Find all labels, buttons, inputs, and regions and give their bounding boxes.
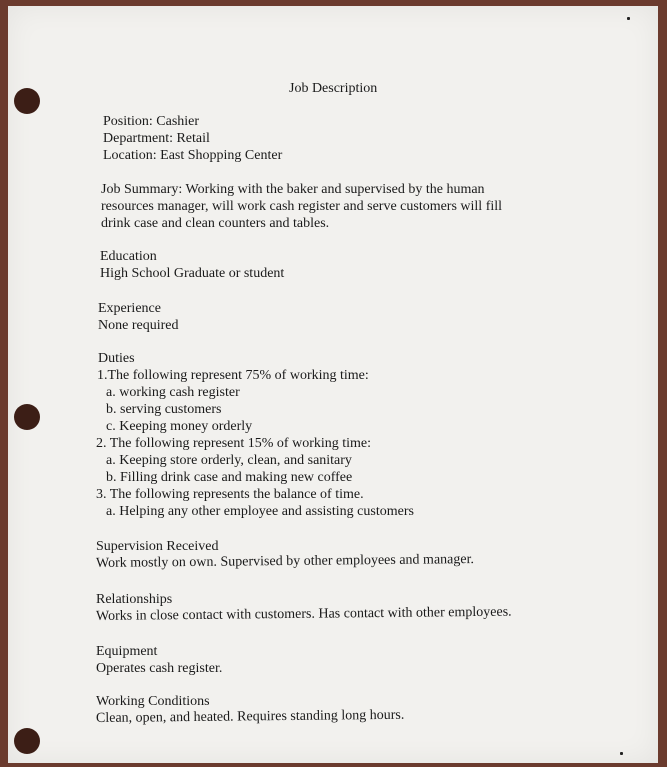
supervision-heading: Supervision Received [96, 539, 219, 554]
experience-heading: Experience [98, 301, 161, 316]
summary-line-1: Job Summary: Working with the baker and supervised by the human [101, 182, 485, 197]
duty-item: 3. The following represents the balance of time. [96, 487, 364, 502]
page-title: Job Description [289, 81, 378, 96]
duty-item: 2. The following represent 15% of working time: [96, 436, 372, 451]
duty-item: a. working cash register [106, 385, 240, 400]
duty-item: c. Keeping money orderly [106, 419, 253, 434]
duty-item: a. Keeping store orderly, clean, and sanitary [106, 453, 352, 468]
position-line: Position: Cashier [103, 114, 200, 129]
relationships-heading: Relationships [96, 592, 173, 607]
binder-hole-top [14, 88, 40, 114]
summary-line-2: resources manager, will work cash register and serve customers will fill [101, 199, 503, 214]
summary-line-3: drink case and clean counters and tables. [101, 216, 330, 231]
education-text: High School Graduate or student [100, 266, 285, 281]
duty-item: b. serving customers [106, 402, 222, 417]
conditions-heading: Working Conditions [96, 694, 210, 709]
equipment-heading: Equipment [96, 644, 158, 659]
education-heading: Education [100, 249, 157, 264]
duty-item: 1.The following represent 75% of working time: [97, 368, 369, 383]
location-line: Location: East Shopping Center [103, 148, 283, 163]
duties-heading: Duties [98, 351, 135, 366]
relationships-text: Works in close contact with customers. Has contact with other employees. [95, 604, 512, 624]
duty-item: b. Filling drink case and making new coffee [106, 470, 353, 485]
conditions-text: Clean, open, and heated. Requires standing long hours. [95, 707, 405, 726]
supervision-text: Work mostly on own. Supervised by other employees and manager. [95, 552, 475, 571]
paper-speck [627, 17, 630, 20]
duty-item: a. Helping any other employee and assisting customers [106, 504, 414, 519]
experience-text: None required [98, 318, 179, 333]
binder-hole-middle [14, 404, 40, 430]
paper-speck [620, 752, 623, 755]
department-line: Department: Retail [103, 131, 210, 146]
equipment-text: Operates cash register. [96, 661, 223, 676]
binder-hole-bottom [14, 728, 40, 754]
